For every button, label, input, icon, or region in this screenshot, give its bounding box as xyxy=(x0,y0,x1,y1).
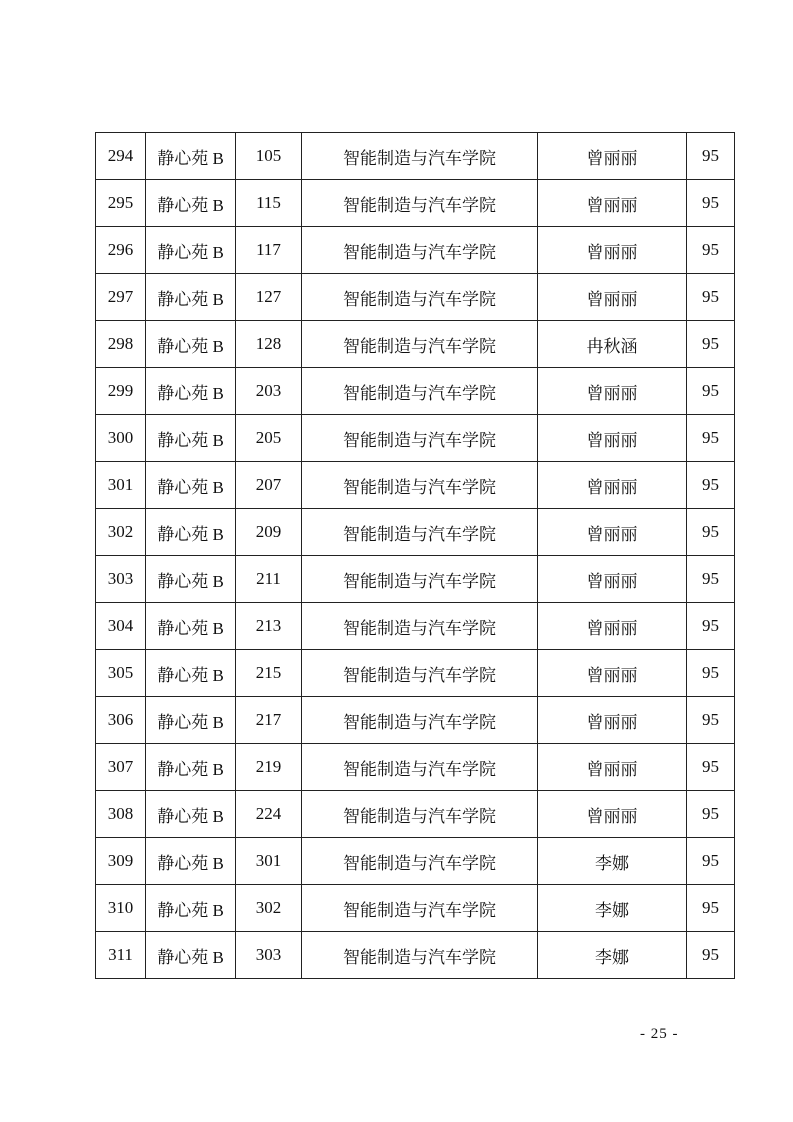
score-cell: 95 xyxy=(687,791,735,838)
row-number-cell: 294 xyxy=(96,133,146,180)
score-cell: 95 xyxy=(687,838,735,885)
person-cell: 冉秋涵 xyxy=(538,321,687,368)
table-row xyxy=(96,885,735,932)
table-row xyxy=(96,462,735,509)
row-number-cell: 303 xyxy=(96,556,146,603)
building-cell: 静心苑 B xyxy=(146,838,236,885)
college-cell: 智能制造与汽车学院 xyxy=(302,744,538,791)
row-number-cell: 299 xyxy=(96,368,146,415)
page-number: - 25 - xyxy=(640,1026,679,1042)
person-cell: 曾丽丽 xyxy=(538,133,687,180)
room-cell: 213 xyxy=(236,603,302,650)
college-cell: 智能制造与汽车学院 xyxy=(302,791,538,838)
room-cell: 219 xyxy=(236,744,302,791)
table-row xyxy=(96,227,735,274)
score-cell: 95 xyxy=(687,180,735,227)
person-cell: 李娜 xyxy=(538,885,687,932)
person-cell: 曾丽丽 xyxy=(538,744,687,791)
building-cell: 静心苑 B xyxy=(146,180,236,227)
college-cell: 智能制造与汽车学院 xyxy=(302,697,538,744)
score-cell: 95 xyxy=(687,885,735,932)
score-cell: 95 xyxy=(687,274,735,321)
score-cell: 95 xyxy=(687,932,735,979)
person-cell: 曾丽丽 xyxy=(538,274,687,321)
college-cell: 智能制造与汽车学院 xyxy=(302,180,538,227)
room-cell: 303 xyxy=(236,932,302,979)
person-cell: 李娜 xyxy=(538,932,687,979)
row-number-cell: 306 xyxy=(96,697,146,744)
college-cell: 智能制造与汽车学院 xyxy=(302,133,538,180)
table-row xyxy=(96,791,735,838)
building-cell: 静心苑 B xyxy=(146,697,236,744)
row-number-cell: 295 xyxy=(96,180,146,227)
row-number-cell: 304 xyxy=(96,603,146,650)
score-cell: 95 xyxy=(687,556,735,603)
row-number-cell: 307 xyxy=(96,744,146,791)
building-cell: 静心苑 B xyxy=(146,744,236,791)
building-cell: 静心苑 B xyxy=(146,227,236,274)
person-cell: 曾丽丽 xyxy=(538,227,687,274)
table-row xyxy=(96,744,735,791)
row-number-cell: 298 xyxy=(96,321,146,368)
table-row xyxy=(96,180,735,227)
college-cell: 智能制造与汽车学院 xyxy=(302,415,538,462)
row-number-cell: 305 xyxy=(96,650,146,697)
row-number-cell: 297 xyxy=(96,274,146,321)
person-cell: 曾丽丽 xyxy=(538,415,687,462)
college-cell: 智能制造与汽车学院 xyxy=(302,838,538,885)
table-row xyxy=(96,274,735,321)
table-row xyxy=(96,556,735,603)
score-cell: 95 xyxy=(687,744,735,791)
row-number-cell: 308 xyxy=(96,791,146,838)
table-row xyxy=(96,932,735,979)
room-cell: 302 xyxy=(236,885,302,932)
table-row xyxy=(96,133,735,180)
person-cell: 曾丽丽 xyxy=(538,180,687,227)
building-cell: 静心苑 B xyxy=(146,791,236,838)
college-cell: 智能制造与汽车学院 xyxy=(302,509,538,556)
room-cell: 217 xyxy=(236,697,302,744)
room-cell: 209 xyxy=(236,509,302,556)
row-number-cell: 302 xyxy=(96,509,146,556)
room-cell: 207 xyxy=(236,462,302,509)
score-cell: 95 xyxy=(687,133,735,180)
person-cell: 曾丽丽 xyxy=(538,697,687,744)
person-cell: 曾丽丽 xyxy=(538,791,687,838)
row-number-cell: 310 xyxy=(96,885,146,932)
person-cell: 曾丽丽 xyxy=(538,603,687,650)
college-cell: 智能制造与汽车学院 xyxy=(302,274,538,321)
building-cell: 静心苑 B xyxy=(146,321,236,368)
table-row xyxy=(96,603,735,650)
score-cell: 95 xyxy=(687,603,735,650)
college-cell: 智能制造与汽车学院 xyxy=(302,932,538,979)
person-cell: 曾丽丽 xyxy=(538,650,687,697)
table-body xyxy=(96,133,735,979)
person-cell: 曾丽丽 xyxy=(538,462,687,509)
score-cell: 95 xyxy=(687,650,735,697)
score-cell: 95 xyxy=(687,697,735,744)
college-cell: 智能制造与汽车学院 xyxy=(302,321,538,368)
room-cell: 224 xyxy=(236,791,302,838)
building-cell: 静心苑 B xyxy=(146,650,236,697)
room-cell: 205 xyxy=(236,415,302,462)
building-cell: 静心苑 B xyxy=(146,932,236,979)
row-number-cell: 300 xyxy=(96,415,146,462)
college-cell: 智能制造与汽车学院 xyxy=(302,885,538,932)
table-row xyxy=(96,838,735,885)
room-cell: 105 xyxy=(236,133,302,180)
score-cell: 95 xyxy=(687,509,735,556)
building-cell: 静心苑 B xyxy=(146,885,236,932)
college-cell: 智能制造与汽车学院 xyxy=(302,603,538,650)
row-number-cell: 311 xyxy=(96,932,146,979)
room-cell: 203 xyxy=(236,368,302,415)
table-row xyxy=(96,650,735,697)
room-cell: 127 xyxy=(236,274,302,321)
building-cell: 静心苑 B xyxy=(146,509,236,556)
score-cell: 95 xyxy=(687,415,735,462)
table-row xyxy=(96,368,735,415)
table-row xyxy=(96,509,735,556)
room-cell: 211 xyxy=(236,556,302,603)
college-cell: 智能制造与汽车学院 xyxy=(302,462,538,509)
score-cell: 95 xyxy=(687,321,735,368)
college-cell: 智能制造与汽车学院 xyxy=(302,650,538,697)
row-number-cell: 296 xyxy=(96,227,146,274)
building-cell: 静心苑 B xyxy=(146,274,236,321)
building-cell: 静心苑 B xyxy=(146,368,236,415)
person-cell: 曾丽丽 xyxy=(538,509,687,556)
person-cell: 曾丽丽 xyxy=(538,556,687,603)
person-cell: 李娜 xyxy=(538,838,687,885)
person-cell: 曾丽丽 xyxy=(538,368,687,415)
room-cell: 215 xyxy=(236,650,302,697)
building-cell: 静心苑 B xyxy=(146,415,236,462)
college-cell: 智能制造与汽车学院 xyxy=(302,227,538,274)
room-cell: 301 xyxy=(236,838,302,885)
room-cell: 117 xyxy=(236,227,302,274)
table-row xyxy=(96,321,735,368)
college-cell: 智能制造与汽车学院 xyxy=(302,368,538,415)
building-cell: 静心苑 B xyxy=(146,556,236,603)
row-number-cell: 309 xyxy=(96,838,146,885)
table-row xyxy=(96,697,735,744)
score-cell: 95 xyxy=(687,227,735,274)
score-cell: 95 xyxy=(687,368,735,415)
room-cell: 128 xyxy=(236,321,302,368)
building-cell: 静心苑 B xyxy=(146,462,236,509)
row-number-cell: 301 xyxy=(96,462,146,509)
score-cell: 95 xyxy=(687,462,735,509)
score-table xyxy=(95,132,735,979)
room-cell: 115 xyxy=(236,180,302,227)
building-cell: 静心苑 B xyxy=(146,603,236,650)
college-cell: 智能制造与汽车学院 xyxy=(302,556,538,603)
table-row xyxy=(96,415,735,462)
building-cell: 静心苑 B xyxy=(146,133,236,180)
